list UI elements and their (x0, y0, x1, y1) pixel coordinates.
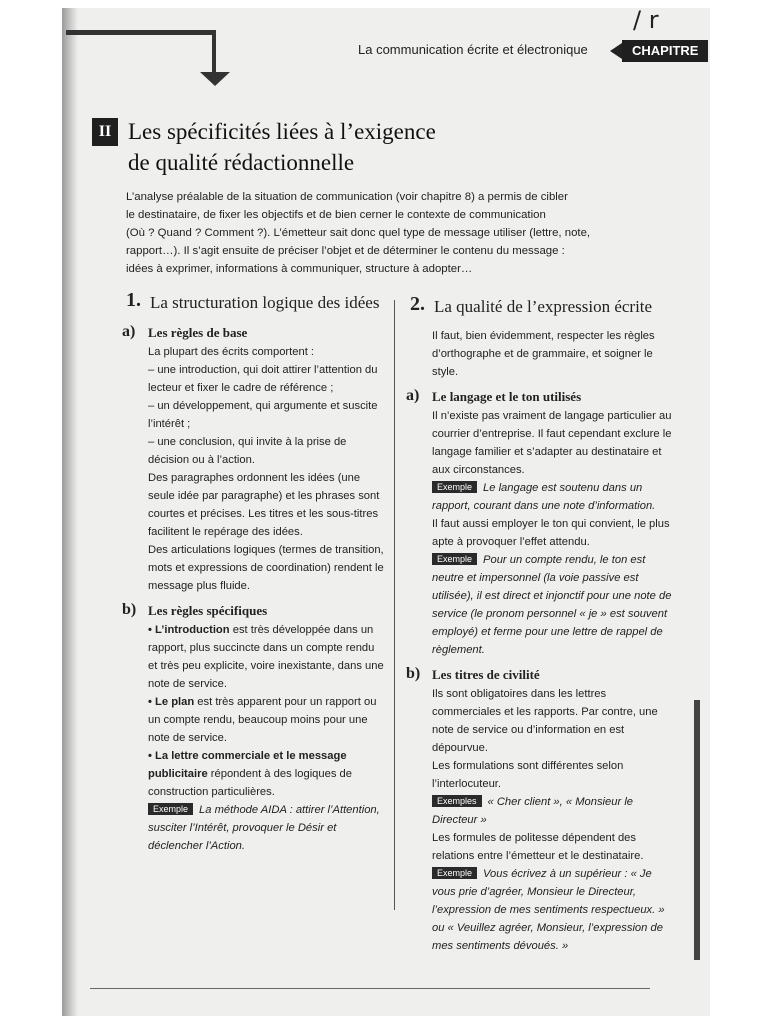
subheading-letter: a) (122, 323, 136, 340)
right-b-body (410, 685, 672, 955)
footer-rule (90, 988, 650, 989)
column-divider (394, 300, 395, 910)
bullet-text: est très développée dans un rapport, plus succincte dans un compte rendu et très peu explicite, voire inexistante, dans une note de service. (148, 624, 384, 690)
section-title-line-2: de qualité rédactionnelle (128, 150, 355, 175)
subheading-text: Les règles spécifiques (148, 603, 268, 618)
handwritten-mark: / r (633, 6, 659, 34)
intro-line: le destinataire, de fixer les objectifs et de bien cerner le contexte de communication (126, 209, 546, 221)
example-text: Le langage est soutenu dans un rapport, courant dans une note d’information. (432, 482, 656, 512)
section-number: II (92, 118, 118, 146)
right-intro (410, 327, 672, 381)
paragraph: Les formules de politesse dépendent des relations entre l’émetteur et le destinataire. (432, 832, 644, 862)
bullet-text: répondent à des logiques de construction particulières. (148, 768, 352, 798)
bullet-paragraph (148, 621, 384, 693)
right-a-body (410, 407, 672, 659)
left-subheading-a (122, 323, 384, 343)
right-heading (410, 293, 672, 317)
intro-line: (Où ? Quand ? Comment ?). L’émetteur sait donc quel type de message utiliser (lettre, note, (126, 227, 591, 239)
page-binding-shadow (62, 8, 78, 1016)
example-tag: Exemple (432, 481, 477, 493)
right-subheading-a (406, 387, 672, 407)
paragraph: – une introduction, qui doit attirer l’attention du lecteur et fixer le cadre de référence ; (148, 364, 378, 394)
subheading-letter: b) (406, 665, 421, 682)
example-block (432, 793, 672, 829)
intro-line: rapport…). Il s’agit ensuite de préciser l’objet et de déterminer le contenu du message : (126, 245, 565, 257)
right-subheading-b (406, 665, 672, 685)
left-b-body (126, 621, 384, 855)
example-tag: Exemple (148, 803, 193, 815)
decorative-top-rule (66, 30, 216, 35)
left-subheading-b (122, 601, 384, 621)
paragraph: – une conclusion, qui invite à la prise de décision ou à l’action. (148, 436, 347, 466)
chapter-label: CHAPITRE (622, 40, 708, 62)
decorative-arrow-stem (212, 30, 216, 75)
bullet-paragraph (148, 693, 384, 747)
example-tag: Exemple (432, 867, 477, 879)
paragraph: Il faut aussi employer le ton qui convient, le plus apte à provoquer l’effet attendu. (432, 518, 670, 548)
bullet-paragraph (148, 747, 384, 801)
decorative-arrow-head (200, 72, 230, 86)
intro-line: idées à exprimer, informations à communiquer, structure à adopter… (126, 263, 473, 275)
left-a-body (126, 343, 384, 595)
example-text: Vous écrivez à un supérieur : « Je vous prie d’agréer, Monsieur le Directeur, l’expression de mes sentiments respectueux. » ou « Veuillez agréer, Monsieur, l’expression de mes sentiments dévoués. » (432, 868, 665, 952)
subheading-letter: b) (122, 601, 137, 618)
example-block (432, 479, 672, 515)
paragraph: Il faut, bien évidemment, respecter les règles d’orthographe et de grammaire, et soigner le style. (432, 330, 655, 378)
paragraph: Ils sont obligatoires dans les lettres commerciales et les rapports. Par contre, une note de service ou d’information en est dépourvue. (432, 688, 658, 754)
left-column (122, 289, 384, 855)
subheading-letter: a) (406, 387, 420, 404)
paragraph: Des paragraphes ordonnent les idées (une seule idée par paragraphe) et les phrases sont courtes et précises. Les titres et les sous-titres facilitent le repérage des idées. (148, 472, 380, 538)
section-title (128, 116, 548, 178)
paragraph: Il n’existe pas vraiment de langage particulier au courrier d’entreprise. Il faut cependant exclure le langage familier et s’adapter au destinataire et aux circonstances. (432, 410, 672, 476)
subheading-text: Le langage et le ton utilisés (432, 389, 582, 404)
paragraph: La plupart des écrits comportent : (148, 346, 315, 358)
right-column (406, 293, 672, 955)
left-heading-number: 1. (126, 289, 141, 311)
paragraph: – un développement, qui argumente et suscite l’intérêt ; (148, 400, 378, 430)
bullet-text: est très apparent pour un rapport ou un compte rendu, beaucoup moins pour une note de service. (148, 696, 377, 744)
running-head: La communication écrite et électronique (358, 42, 588, 57)
intro-line: L’analyse préalable de la situation de communication (voir chapitre 8) a permis de cibler (126, 191, 568, 203)
bullet-lead: • L’introduction (148, 624, 230, 636)
subheading-text: Les règles de base (148, 325, 248, 340)
example-text: Pour un compte rendu, le ton est neutre et impersonnel (la voie passive est utilisée), il est direct et injonctif pour une note de service (le pronom personnel « je » est souvent employé) et ferme pour une lettre de rappel de règlement. (432, 554, 672, 656)
page-edge-shadow (694, 700, 700, 960)
paragraph: Les formulations sont différentes selon l’interlocuteur. (432, 760, 624, 790)
example-text: La méthode AIDA : attirer l’Attention, susciter l’Intérêt, provoquer le Désir et déclencher l’Action. (148, 804, 380, 852)
chapter-arrow-icon (610, 43, 622, 59)
section-title-line-1: Les spécificités liées à l’exigence (128, 119, 436, 144)
left-heading-text: La structuration logique des idées (150, 293, 380, 312)
example-block (148, 801, 384, 855)
example-block (432, 865, 672, 955)
example-block (432, 551, 672, 659)
left-heading (126, 289, 384, 313)
bullet-lead: • La lettre commerciale et le message publicitaire (148, 750, 347, 780)
right-heading-text: La qualité de l’expression écrite (434, 297, 653, 316)
example-tag: Exemple (432, 553, 477, 565)
paragraph: Des articulations logiques (termes de transition, mots et expressions de coordination) rendent le message plus fluide. (148, 544, 384, 592)
subheading-text: Les titres de civilité (432, 667, 540, 682)
right-heading-number: 2. (410, 293, 425, 315)
bullet-lead: • Le plan (148, 696, 195, 708)
example-text: « Cher client », « Monsieur le Directeur » (432, 796, 634, 826)
example-tag: Exemples (432, 795, 482, 807)
section-intro (126, 188, 596, 278)
